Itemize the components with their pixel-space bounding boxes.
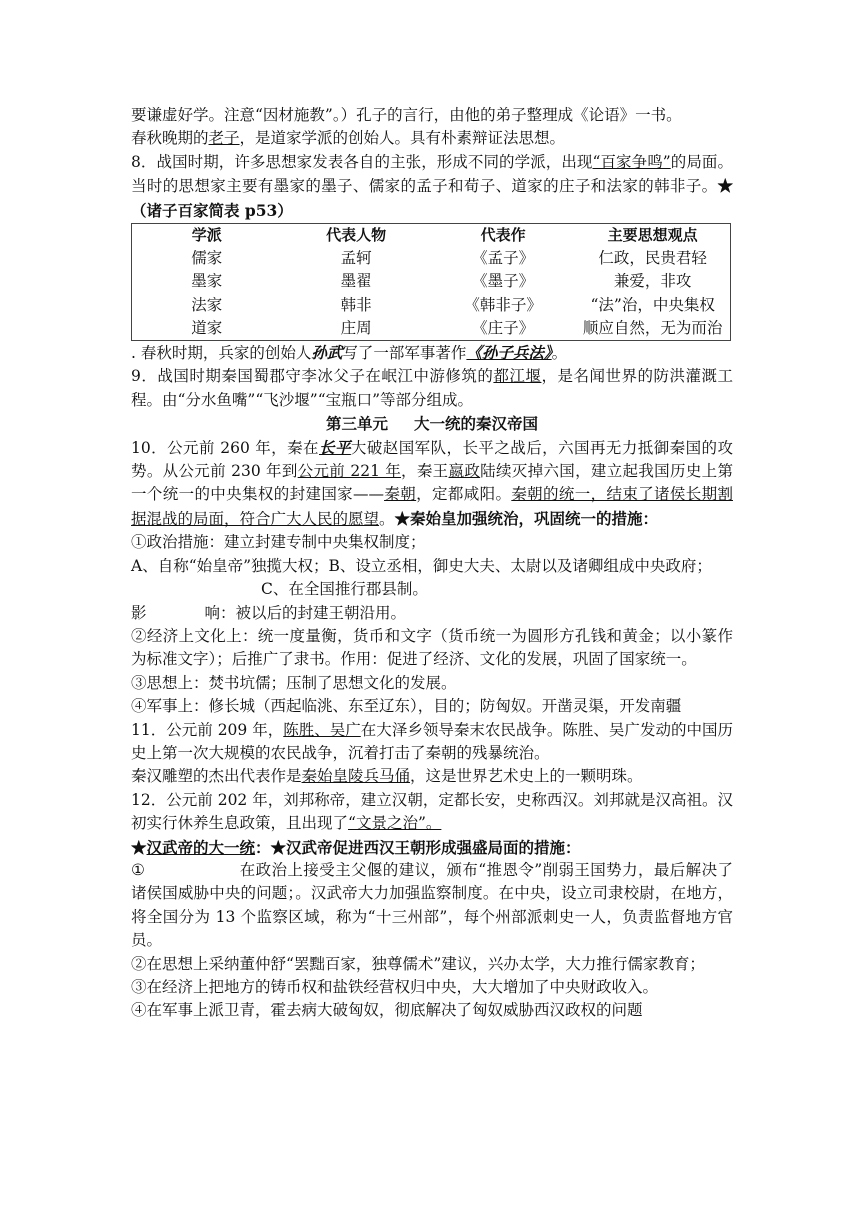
term-sunzi-bingfa: 《孙子兵法》: [466, 343, 552, 363]
underlined-term-wenjing: “文景之治”。: [348, 814, 442, 833]
table-cell: 庄周: [340, 318, 372, 337]
text-run: 秦汉雕塑的杰出代表作是: [131, 767, 302, 786]
text-run: 10．公元前 260 年，秦在: [131, 438, 319, 457]
text-run: ，秦王: [401, 462, 449, 481]
table-cell: 顺应自然，无为而治: [582, 318, 723, 337]
paragraph-item-8: [131, 151, 733, 223]
paragraph-laozi: [131, 127, 733, 150]
underlined-term-chensheng-wuguang: 陈胜、吴广: [283, 720, 361, 739]
text-run: 写了一部军事著作: [342, 344, 467, 363]
measure-political: ①政治措施：建立封建专制中央集权制度；: [131, 533, 426, 552]
table-cell: 《墨子》: [472, 272, 535, 291]
paragraph-item-11: [131, 719, 733, 766]
table-header-row: [132, 224, 731, 248]
measure-ideological: ③思想上：焚书坑儒；压制了思想文化的发展。: [131, 673, 457, 692]
star-heading-qin-measures: ★秦始皇加强统治，巩固统一的措施：: [394, 508, 659, 528]
table-row: [132, 247, 731, 270]
text-run: 要谦虚好学。注意“因材施教”。）孔子的言行，由他的弟子整理成《论语》一书。: [131, 106, 682, 124]
han-measure-ideological: ②在思想上采纳董仲舒“罢黜百家，独尊儒术”建议，兴办太学，大力推行儒家教育；: [131, 954, 705, 973]
text-run: 影: [131, 603, 147, 622]
term-sunwu: 孙武: [311, 343, 343, 363]
text-run: 春秋晚期的: [131, 129, 209, 148]
table-header-cell: 代表人物: [326, 226, 387, 245]
unit-heading: [131, 412, 733, 435]
star-note: ★（诸子百家简表 p53）: [131, 176, 733, 220]
underlined-term-baijia: “百家争鸣”: [592, 152, 671, 171]
unit-title: 大一统的秦汉帝国: [414, 414, 539, 434]
underlined-term-terracotta: 秦始皇陵兵马俑: [301, 767, 411, 786]
text-run: ，定都咸阳。: [416, 485, 512, 504]
text-run: 响：被以后的封建王朝沿用。: [204, 603, 407, 622]
table-cell: 《孟子》: [472, 249, 535, 268]
table-header-cell: 代表作: [480, 226, 526, 245]
table-cell: 《庄子》: [472, 318, 535, 337]
underlined-term-qinchao: 秦朝: [384, 485, 417, 504]
unit-number: 第三单元: [325, 414, 388, 434]
text-run: 的局面。当时的思想家主要有墨家的墨子、儒家的孟子和荀子、道家的庄子和法家的韩非子。: [131, 152, 733, 196]
text-run: ，是名闻世界的防洪灌溉工程。由“分水鱼嘴”“飞沙堰”“宝瓶口”等部分组成。: [131, 367, 733, 409]
paragraph-terracotta: [131, 765, 733, 788]
table-cell: 墨家: [191, 272, 223, 291]
table-header-cell: 学派: [191, 226, 222, 245]
underlined-term-laozi: 老子: [208, 129, 240, 148]
han-measure-political: [131, 859, 733, 953]
underlined-term-221bc: 公元前 221 年: [297, 462, 402, 481]
table-cell: 兼爱，非攻: [613, 272, 692, 291]
underlined-term-hanwudi: 汉武帝的大一统: [146, 837, 256, 857]
underlined-significance: 秦朝的统一，结束了诸侯长期割据混战的局面，符合广大人民的愿望: [131, 485, 733, 528]
table-header-cell: 主要思想观点: [607, 226, 698, 245]
table-cell: 墨翟: [340, 272, 372, 291]
underlined-term-yingzheng: 嬴政: [448, 462, 481, 481]
table-cell: “法”治，中央集权: [590, 295, 715, 314]
paragraph-item-10: [131, 436, 733, 532]
han-measure-military: ④在军事上派卫青，霍去病大破匈奴，彻底解决了匈奴威胁西汉政权的问题: [131, 1001, 643, 1020]
underlined-term-dujiangyan: 都江堰: [493, 367, 542, 386]
text-run: 在政治上接受主父偃的建议，颁布“推恩令”削弱王国势力，最后解决了诸侯国威胁中央的问题；。汉武帝大力加强监察制度。在中央，设立司隶校尉，在地方，将全国分为 13 个监察区域，称为“十三州部”，每个州部派刺史一人，负责监督地方官员。: [131, 860, 733, 950]
table-row: [132, 294, 731, 317]
text-run: 8．战国时期，许多思想家发表各自的主张，形成不同的学派，出现: [131, 152, 593, 171]
document-body: [131, 104, 733, 1023]
han-measure-economic: ③在经济上把地方的铸币权和盐铁经营权归中央，大大增加了中央财政收入。: [131, 978, 659, 997]
paragraph-item-12: [131, 789, 733, 836]
text-run: ：★汉武帝促进西汉王朝形成强盛局面的措施：: [255, 837, 581, 857]
text-run: ，是道家学派的创始人。具有朴素辩证法思想。: [239, 129, 566, 148]
table-cell: 《韩非子》: [464, 295, 542, 314]
measure-influence: [131, 602, 733, 625]
text-run: 11．公元前 209 年，: [131, 720, 284, 739]
paragraph-item-9: [131, 365, 733, 412]
text-run: 大破赵国军队，长平之战后，六国再无力抵御秦国的攻势。从公元前 230 年到: [131, 438, 733, 481]
text-run: 。: [379, 509, 395, 528]
text-run: ，这是世界艺术史上的一颗明珠。: [410, 767, 643, 786]
table-cell: 韩非: [340, 295, 372, 314]
list-marker: ①: [131, 860, 146, 879]
measure-economic-cultural: ②经济上文化上：统一度量衡，货币和文字（货币统一为圆形方孔钱和黄金；以小篆作为标准文字）；后推广了隶书。作用：促进了经济、文化的发展，巩固了国家统一。: [131, 626, 733, 669]
table-row: [132, 317, 731, 341]
text-run: 。: [551, 344, 568, 363]
measure-political-detail: [131, 555, 733, 602]
table-cell: 法家: [191, 295, 223, 314]
text-run: 9．战国时期秦国蜀郡守李冰父子在岷江中游修筑的: [131, 367, 494, 386]
star-heading-han-measures: [131, 836, 733, 859]
star-mark: ★: [131, 837, 147, 857]
paragraph-confucius: [131, 104, 733, 127]
text-run: A、自称“始皇帝”独揽大权；B、设立丞相，御史大夫、太尉以及诸卿组成中央政府；: [131, 556, 712, 575]
schools-table: [131, 223, 731, 341]
term-changping: 长平: [319, 437, 351, 457]
text-run: 12．公元前 202 年，刘邦称帝，建立汉朝，定都长安，史称西汉。刘邦就是汉高祖。汉初实行休养生息政策，且出现了: [131, 790, 733, 833]
table-cell: 道家: [191, 318, 223, 337]
text-run: 陆续灭掉六国，建立起我国历史上第一个统一的中央集权的封建国家——: [131, 462, 733, 504]
table-cell: 仁政，民贵君轻: [598, 249, 707, 268]
text-run: C、在全国推行郡县制。: [261, 580, 428, 599]
table-cell: 孟轲: [340, 249, 372, 268]
text-run: . 春秋时期，兵家的创始人: [131, 344, 312, 363]
text-run: 在大泽乡领导秦末农民战争。陈胜、吴广发动的中国历史上第一次大规模的农民战争，沉着打击了秦朝的残暴统治。: [131, 720, 733, 762]
measure-military: ④军事上：修长城（西起临洮、东至辽东），目的；防匈奴。开凿灵渠，开发南疆: [131, 697, 682, 716]
table-cell: 儒家: [191, 249, 223, 268]
paragraph-sunwu: [131, 341, 733, 365]
table-row: [132, 270, 731, 293]
